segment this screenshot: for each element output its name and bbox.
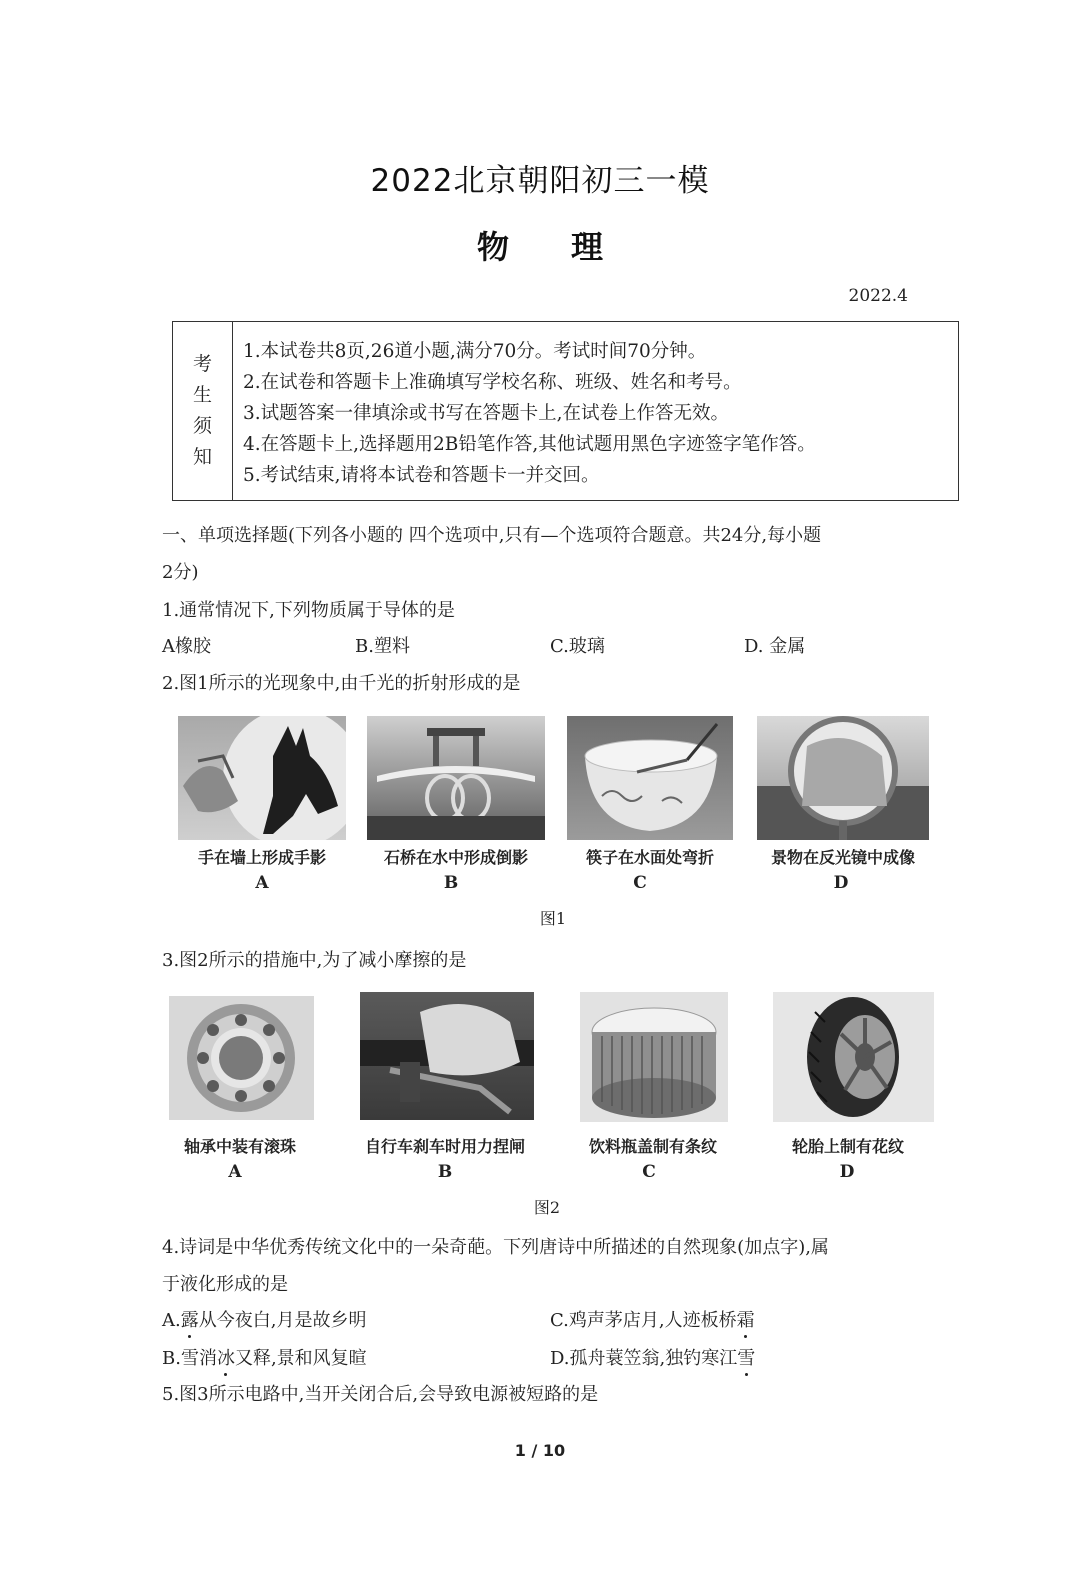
ball-bearing-image — [169, 996, 314, 1120]
q1-option-c: C.玻璃 — [550, 636, 605, 657]
notice-item: 5.考试结束,请将本试卷和答题卡一并交回。 — [243, 465, 600, 486]
q4-option-d: D.孤舟蓑笠翁,独钓寒江雪 — [550, 1344, 755, 1370]
q1-option-b: B.塑料 — [355, 636, 410, 657]
notice-items — [243, 336, 816, 491]
dotted-char: 露 — [181, 1306, 199, 1332]
fig1-caption-b: 石桥在水中形成倒影 — [383, 848, 528, 867]
question-5-stem: 5.图3所示电路中,当开关闭合后,会导致电源被短路的是 — [162, 1384, 599, 1405]
dotted-char: 霜 — [737, 1306, 755, 1332]
fig1-letter-a: A — [255, 873, 269, 893]
figure-1-label: 图1 — [539, 909, 567, 928]
stone-bridge-image — [367, 716, 545, 840]
exam-date: 2022.4 — [848, 286, 908, 306]
subject-char: 物 — [476, 228, 509, 266]
fig1-letter-c: C — [633, 873, 647, 893]
fig2-letter-c: C — [642, 1162, 656, 1182]
subject-title — [0, 222, 1080, 268]
notice-item: 1.本试卷共8页,26道小题,满分70分。考试时间70分钟。 — [243, 341, 707, 362]
fig2-letter-d: D — [839, 1162, 855, 1182]
notice-label: 考 生 须 知 — [173, 322, 233, 500]
hand-shadow-image — [178, 716, 346, 840]
dotted-char: 冰 — [217, 1344, 235, 1370]
fig1-letter-d: D — [833, 873, 849, 893]
exam-title: 2022北京朝阳初三一模 — [370, 163, 710, 199]
fig2-caption-b: 自行车刹车时用力捏闸 — [364, 1137, 525, 1156]
fig2-caption-c: 饮料瓶盖制有条纹 — [588, 1137, 717, 1156]
page-number: 1 / 10 — [514, 1441, 566, 1460]
q4-option-c: C.鸡声茅店月,人迹板桥霜 — [550, 1306, 755, 1332]
dotted-char: 雪 — [737, 1344, 755, 1370]
section-heading-cont: 2分) — [162, 562, 199, 583]
q1-option-d: D. 金属 — [744, 636, 806, 657]
fig1-caption-d: 景物在反光镜中成像 — [770, 848, 915, 867]
tire-image — [773, 992, 934, 1122]
convex-mirror-image — [757, 716, 929, 840]
q4-option-b: B.雪消冰又释,景和风复暄 — [162, 1344, 367, 1370]
fig1-caption-a: 手在墙上形成手影 — [197, 848, 326, 867]
fig2-caption-a: 轴承中装有滚珠 — [183, 1137, 296, 1156]
fig1-caption-c: 筷子在水面处弯折 — [585, 848, 714, 867]
fig2-caption-d: 轮胎上制有花纹 — [791, 1137, 904, 1156]
section-heading: 一、单项选择题(下列各小题的 四个选项中,只有—个选项符合题意。共24分,每小题 — [162, 525, 822, 546]
q1-option-a: A橡胶 — [162, 636, 211, 657]
notice-item: 4.在答题卡上,选择题用2B铅笔作答,其他试题用黑色字迹签字笔作答。 — [243, 434, 816, 455]
fig2-letter-b: B — [437, 1162, 453, 1182]
question-4-stem-cont: 于液化形成的是 — [162, 1274, 288, 1295]
bottle-cap-image — [580, 992, 728, 1122]
notice-box — [172, 321, 959, 501]
question-1-stem: 1.通常情况下,下列物质属于导体的是 — [162, 600, 455, 621]
bicycle-brake-image — [360, 992, 534, 1120]
fig2-letter-a: A — [228, 1162, 242, 1182]
notice-item: 3.试题答案一律填涂或书写在答题卡上,在试卷上作答无效。 — [243, 403, 730, 424]
chopstick-bowl-image — [567, 716, 733, 840]
notice-item: 2.在试卷和答题卡上准确填写学校名称、班级、姓名和考号。 — [243, 372, 742, 393]
fig1-letter-b: B — [443, 873, 459, 893]
subject-char: 理 — [571, 228, 604, 266]
figure-2-label: 图2 — [533, 1198, 561, 1217]
question-4-stem: 4.诗词是中华优秀传统文化中的一朵奇葩。下列唐诗中所描述的自然现象(加点字),属 — [162, 1237, 829, 1258]
q4-option-a: A.露从今夜白,月是故乡明 — [162, 1306, 366, 1332]
question-3-stem: 3.图2所示的措施中,为了减小摩擦的是 — [162, 950, 467, 971]
question-2-stem: 2.图1所示的光现象中,由千光的折射形成的是 — [162, 673, 521, 694]
